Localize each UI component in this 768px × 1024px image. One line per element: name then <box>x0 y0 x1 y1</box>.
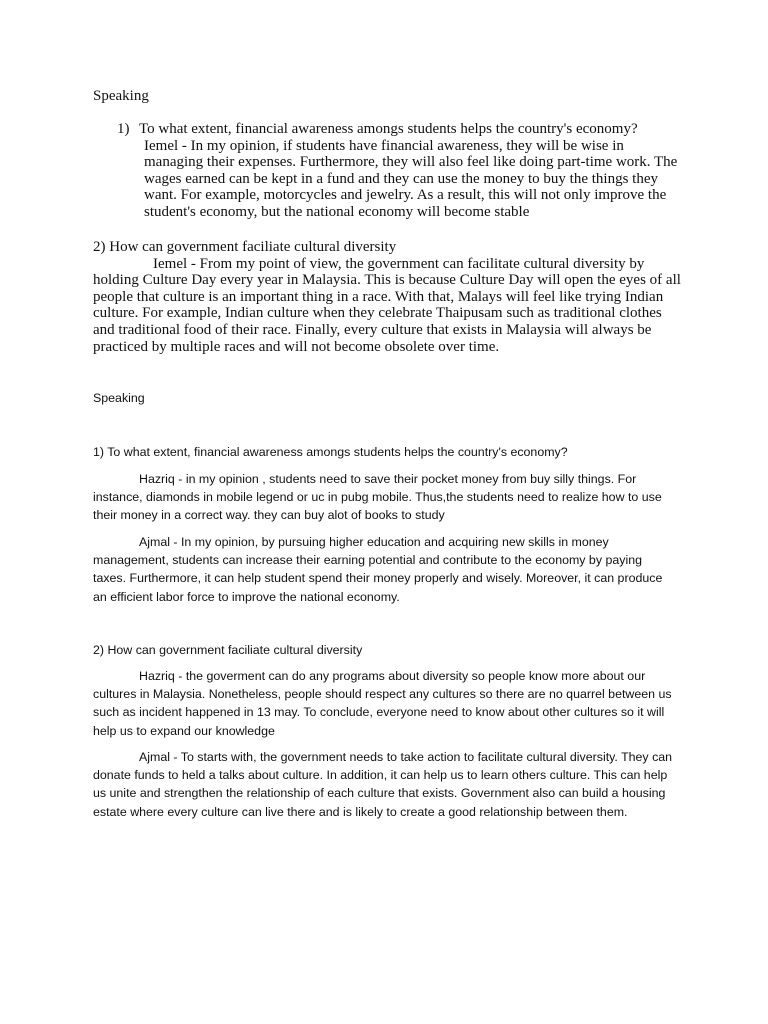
question-1-prompt-part1: To what extent, financial awareness amongs students helps the country's economy? <box>139 121 638 137</box>
question-2-prompt-part1: 2) How can government faciliate cultural diversity <box>93 239 397 255</box>
question-2-block-part1 <box>93 239 683 355</box>
answer-hazriq-q2: Hazriq - the goverment can do any programs about diversity so people know more about our cultures in Malaysia. Nonetheless, people should respect any cultures so there are no quarrel between us such as incident happened in 13 may. To conclude, everyone need to know about other cultures so it will help us to expand our knowledge <box>93 669 672 738</box>
answer-ajmal-q1: Ajmal - In my opinion, by pursuing higher education and acquiring new skills in money management, students can increase their earning potential and contribute to the economy by paying taxes. Furthermore, it can help student spend their money properly and wisely. Moreover, it can produce an efficient labor force to improve the national economy. <box>93 535 663 604</box>
question-1-prompt-part2: 1) To what extent, financial awareness amongs students helps the country's economy? <box>93 445 568 459</box>
answer-ajmal-q2: Ajmal - To starts with, the government needs to take action to facilitate cultural diversity. They can donate funds to held a talks about culture. In addition, it can help us to learn others culture. This can help us unite and strengthen the relationship of each culture that exists. Government also can build a housing estate where every culture can live there and is likely to create a good relationship between them. <box>93 750 673 819</box>
question-2-prompt-part2: 2) How can government faciliate cultural diversity <box>93 643 363 657</box>
section-heading-speaking-1: Speaking <box>93 88 149 104</box>
question-1-text-part1 <box>139 121 679 221</box>
answer-iemel-q2-text: Iemel - From my point of view, the government can facilitate cultural diversity by holding Culture Day every year in Malaysia. This is because Culture Day will open the eyes of all people that culture is an important thing in a race. With that, Malays will feel like trying Indian culture. For example, Indian culture when they celebrate Thaipusam such as traditional clothes and traditional food of their race. Finally, every culture that exists in Malaysia will always be practiced by multiple races and will not become obsolete over time. <box>93 255 681 355</box>
section-heading-speaking-2: Speaking <box>93 391 145 405</box>
answer-iemel-q1: Iemel - In my opinion, if students have financial awareness, they will be wise in managing their expenses. Furthermore, they will also feel like doing part-time work. The wages earned can be kept in a fund and they can use the money to buy the things they want. For example, motorcycles and jewelry. As a result, this will not only improve the student's economy, but the national economy will become stable <box>144 137 678 220</box>
answer-iemel-q2 <box>93 256 683 356</box>
answer-hazriq-q1: Hazriq - in my opinion , students need to save their pocket money from buy silly things. For instance, diamonds in mobile legend or uc in pubg mobile. Thus,the students need to realize how to use their money in a correct way. they can buy alot of books to study <box>93 472 662 523</box>
list-number: 1) <box>117 121 130 137</box>
